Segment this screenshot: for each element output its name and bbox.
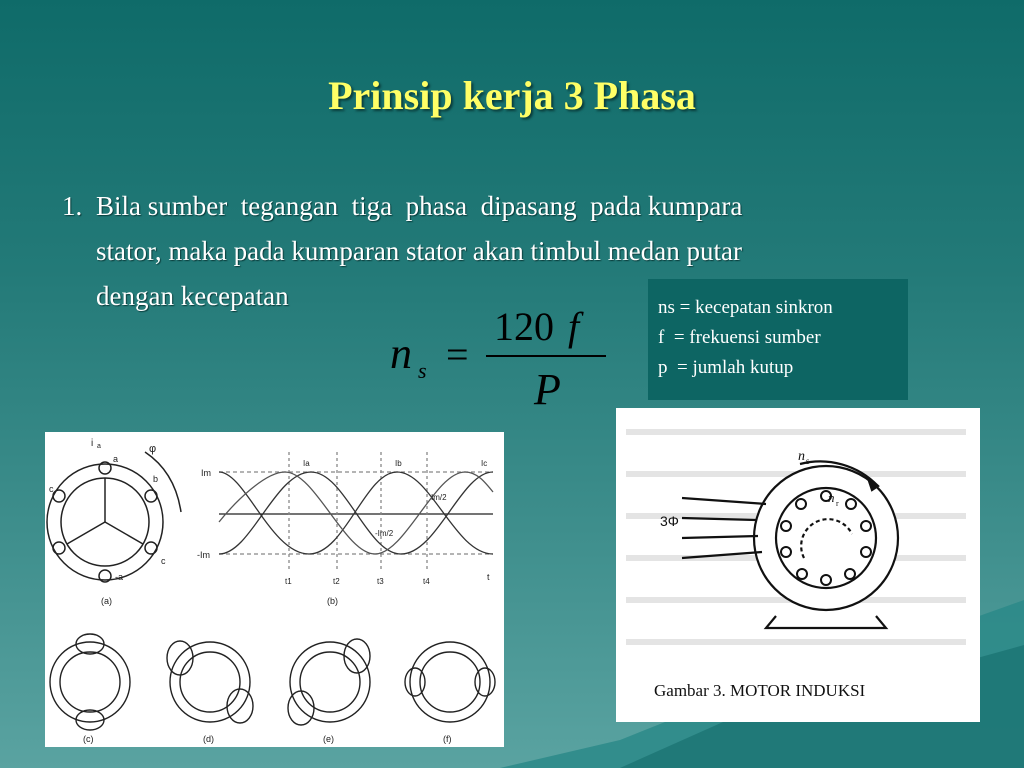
label-wave-b: Ib xyxy=(395,459,402,468)
caption-b: (b) xyxy=(327,596,338,606)
label-Im: Im xyxy=(201,468,211,478)
item-line-1: Bila sumber tegangan tiga phasa dipasang pada kumpara xyxy=(96,191,743,221)
label-neg-Im-half: -Im/2 xyxy=(375,529,394,538)
label-ns-sub: s xyxy=(806,456,810,466)
field-snapshot-d xyxy=(167,641,253,723)
label-t4: t4 xyxy=(423,577,430,586)
label-b: b xyxy=(153,474,159,484)
label-ia: i xyxy=(91,438,94,449)
label-t2: t2 xyxy=(333,577,340,586)
label-t1: t1 xyxy=(285,577,292,586)
legend-f: f = frekuensi sumber xyxy=(658,327,821,348)
synchronous-speed-formula xyxy=(388,298,618,423)
label-neg-a: -a xyxy=(115,572,124,582)
legend-ns: ns = kecepatan sinkron xyxy=(658,297,833,318)
formula-f: f xyxy=(568,304,580,349)
label-wave-a: Ia xyxy=(303,459,310,468)
induction-motor-figure xyxy=(616,408,980,722)
formula-legend xyxy=(648,279,908,400)
field-snapshot-c xyxy=(50,634,130,730)
formula-ns-sub: s xyxy=(418,358,427,383)
item-number: 1. xyxy=(62,191,83,221)
label-phi: φ xyxy=(149,443,157,455)
label-nr-sub: r xyxy=(836,499,839,508)
field-snapshot-f xyxy=(405,642,495,722)
label-c: c xyxy=(49,484,54,494)
formula-ns: n xyxy=(390,329,412,378)
field-snapshot-e xyxy=(288,639,370,725)
item-line-2: stator, maka pada kumparan stator akan timbul medan putar xyxy=(96,236,742,266)
slide-title: Prinsip kerja 3 Phasa xyxy=(328,73,696,118)
formula-equals: = xyxy=(446,332,469,377)
caption-f: (f) xyxy=(443,734,452,744)
label-Im-half: Im/2 xyxy=(431,493,447,502)
label-ia-sub: a xyxy=(97,443,101,450)
stator-waveform-drawing xyxy=(45,432,504,747)
label-nr: n xyxy=(828,490,835,505)
waveform-plot-b xyxy=(219,452,493,572)
caption-e: (e) xyxy=(323,734,334,744)
caption-c: (c) xyxy=(83,734,94,744)
caption-d: (d) xyxy=(203,734,214,744)
label-t3: t3 xyxy=(377,577,384,586)
caption-a: (a) xyxy=(101,596,112,606)
induction-motor-drawing xyxy=(616,408,980,722)
label-wave-c: Ic xyxy=(481,459,488,468)
motor-caption: Gambar 3. MOTOR INDUKSI xyxy=(654,681,866,700)
formula-120: 120 xyxy=(494,304,554,349)
label-a: a xyxy=(113,454,119,464)
label-3phi: 3Φ xyxy=(660,513,679,529)
formula-P: P xyxy=(534,365,561,414)
label-neg-Im: -Im xyxy=(197,550,210,560)
label-ns: n xyxy=(798,449,805,464)
legend-p: p = jumlah kutup xyxy=(658,357,794,378)
label-ic-sub: c xyxy=(161,556,166,566)
motor-body xyxy=(682,461,898,628)
item-line-3: dengan kecepatan xyxy=(96,281,289,311)
stator-waveform-figure xyxy=(45,432,504,747)
label-t: t xyxy=(487,572,490,582)
